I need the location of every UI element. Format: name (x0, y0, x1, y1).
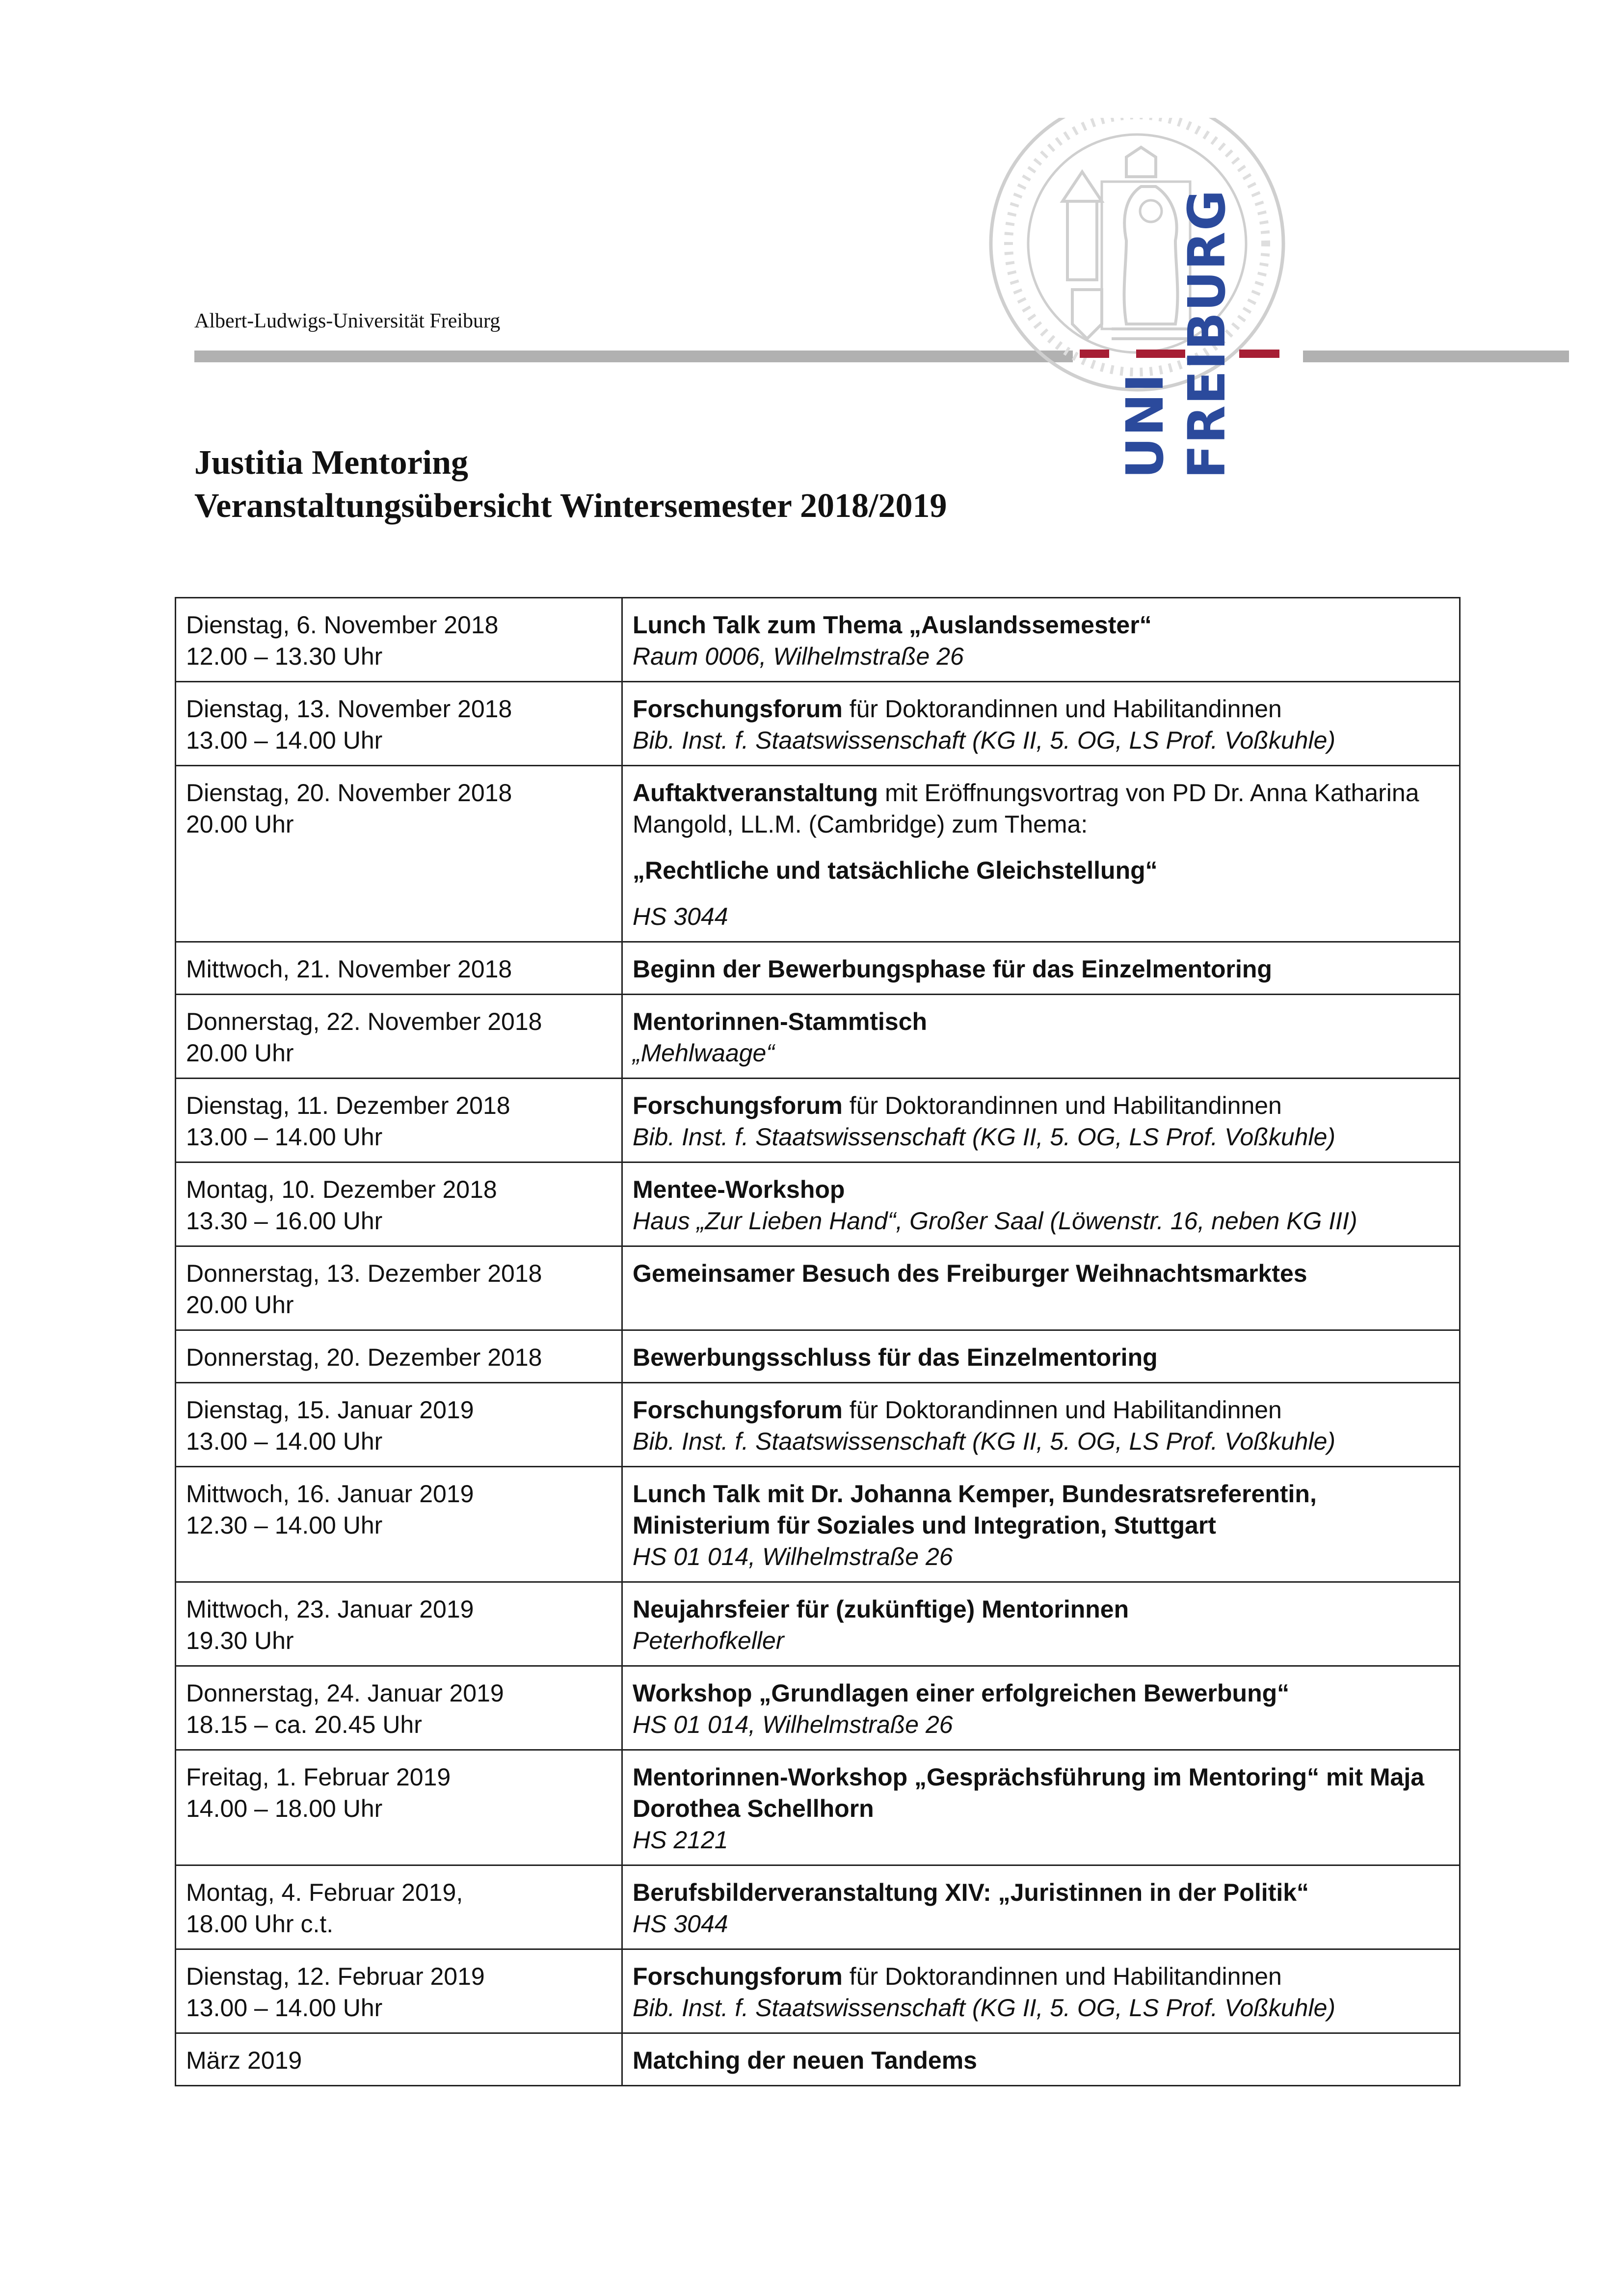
event-time: 20.00 Uhr (186, 1291, 294, 1319)
document-title: Justitia Mentoring (194, 444, 469, 482)
event-time: 18.15 – ca. 20.45 Uhr (186, 1711, 422, 1738)
table-row (176, 1467, 1460, 1582)
event-time: 13.00 – 14.00 Uhr (186, 1994, 383, 2022)
event-cell (622, 1666, 1460, 1750)
table-row (176, 2033, 1460, 2086)
event-cell (622, 2033, 1460, 2086)
table-row (176, 942, 1460, 995)
event-location: Peterhofkeller (633, 1627, 784, 1654)
event-date: Dienstag, 11. Dezember 2018 (186, 1092, 510, 1119)
event-cell (622, 766, 1460, 942)
event-cell (622, 1079, 1460, 1162)
table-row (176, 1582, 1460, 1666)
event-title: Lunch Talk zum Thema „Auslandssemester“ (633, 611, 1152, 639)
event-location: „Mehlwaage“ (633, 1039, 775, 1067)
event-title: Forschungsforum (633, 1396, 843, 1424)
table-row (176, 682, 1460, 766)
event-date: Donnerstag, 20. Dezember 2018 (186, 1344, 542, 1371)
logo-line-freiburg: FREIBURG (1177, 181, 1237, 479)
event-cell (622, 1467, 1460, 1582)
date-cell (176, 1467, 622, 1582)
event-date: Dienstag, 15. Januar 2019 (186, 1396, 474, 1424)
event-date: Dienstag, 12. Februar 2019 (186, 1963, 485, 1990)
event-time: 13.00 – 14.00 Uhr (186, 1428, 383, 1455)
event-title: Mentee-Workshop (633, 1176, 845, 1203)
event-title: Bewerbungsschluss für das Einzelmentoring (633, 1344, 1158, 1371)
event-date: Donnerstag, 13. Dezember 2018 (186, 1260, 542, 1287)
event-title: Berufsbilderveranstaltung XIV: „Juristinnen in der Politik“ (633, 1879, 1309, 1906)
event-date: Dienstag, 20. November 2018 (186, 779, 512, 807)
table-row (176, 1865, 1460, 1949)
table-row (176, 1750, 1460, 1865)
event-description: für Doktorandinnen und Habilitandinnen (842, 695, 1282, 723)
event-cell (622, 995, 1460, 1079)
date-cell (176, 766, 622, 942)
event-time: 13.30 – 16.00 Uhr (186, 1207, 383, 1235)
table-row (176, 1246, 1460, 1330)
event-title: Auftaktveranstaltung (633, 779, 878, 807)
event-cell (622, 1865, 1460, 1949)
event-location: HS 2121 (633, 1826, 728, 1854)
event-date: Mittwoch, 23. Januar 2019 (186, 1595, 474, 1623)
date-cell (176, 1383, 622, 1467)
event-title: Workshop „Grundlagen einer erfolgreichen Bewerbung“ (633, 1679, 1290, 1707)
event-description: für Doktorandinnen und Habilitandinnen (842, 1396, 1282, 1424)
events-table (175, 597, 1461, 2086)
date-cell (176, 942, 622, 995)
event-date: Montag, 10. Dezember 2018 (186, 1176, 497, 1203)
event-cell (622, 1330, 1460, 1383)
event-location: HS 3044 (633, 1910, 728, 1938)
event-subtitle: „Rechtliche und tatsächliche Gleichstellung“ (633, 857, 1158, 884)
event-location: Haus „Zur Lieben Hand“, Großer Saal (Löwenstr. 16, neben KG III) (633, 1207, 1357, 1235)
date-cell (176, 1246, 622, 1330)
event-location: HS 3044 (633, 903, 728, 930)
event-title: Mentorinnen-Stammtisch (633, 1008, 928, 1035)
date-cell (176, 1949, 622, 2033)
event-description: für Doktorandinnen und Habilitandinnen (842, 1963, 1282, 1990)
date-cell (176, 1582, 622, 1666)
event-cell (622, 1750, 1460, 1865)
event-location: HS 01 014, Wilhelmstraße 26 (633, 1543, 953, 1570)
event-date: Montag, 4. Februar 2019, (186, 1879, 463, 1906)
date-cell (176, 1079, 622, 1162)
event-time: 20.00 Uhr (186, 810, 294, 838)
event-title: Forschungsforum (633, 1963, 843, 1990)
event-time: 18.00 Uhr c.t. (186, 1910, 334, 1938)
table-row (176, 995, 1460, 1079)
university-seal-icon (991, 118, 1283, 390)
header-rule-left (194, 351, 1073, 362)
date-cell (176, 995, 622, 1079)
date-cell (176, 1865, 622, 1949)
date-cell (176, 1750, 622, 1865)
event-description: mit Eröffnungsvortrag von PD Dr. Anna Katharina Mangold, LL.M. (Cambridge) zum Thema: (633, 779, 1419, 838)
logo-line-uni: UNI (1115, 372, 1175, 479)
event-date: Dienstag, 13. November 2018 (186, 695, 512, 723)
event-cell (622, 1383, 1460, 1467)
university-logo (979, 118, 1303, 491)
event-cell (622, 1246, 1460, 1330)
event-cell (622, 942, 1460, 995)
date-cell (176, 1162, 622, 1246)
event-time: 12.30 – 14.00 Uhr (186, 1512, 383, 1539)
university-name: Albert-Ludwigs-Universität Freiburg (194, 310, 501, 332)
table-row (176, 1162, 1460, 1246)
event-location: Bib. Inst. f. Staatswissenschaft (KG II, 5. OG, LS Prof. Voßkuhle) (633, 1428, 1336, 1455)
event-cell (622, 1582, 1460, 1666)
event-time: 20.00 Uhr (186, 1039, 294, 1067)
event-date: Dienstag, 6. November 2018 (186, 611, 499, 639)
event-location: Raum 0006, Wilhelmstraße 26 (633, 643, 964, 670)
event-title: Neujahrsfeier für (zukünftige) Mentorinnen (633, 1595, 1129, 1623)
event-title: Lunch Talk mit Dr. Johanna Kemper, Bundesratsreferentin, Ministerium für Soziales und Integration, Stuttgart (633, 1480, 1317, 1539)
date-cell (176, 1330, 622, 1383)
table-row (176, 1949, 1460, 2033)
header-rule-right (1303, 351, 1569, 362)
event-time: 14.00 – 18.00 Uhr (186, 1795, 383, 1822)
event-location: Bib. Inst. f. Staatswissenschaft (KG II, 5. OG, LS Prof. Voßkuhle) (633, 1994, 1336, 2022)
event-cell (622, 598, 1460, 682)
event-title: Beginn der Bewerbungsphase für das Einzelmentoring (633, 955, 1272, 983)
table-row (176, 1383, 1460, 1467)
event-date: Mittwoch, 16. Januar 2019 (186, 1480, 474, 1508)
document-subtitle: Veranstaltungsübersicht Wintersemester 2018/2019 (194, 487, 947, 525)
event-date: Freitag, 1. Februar 2019 (186, 1763, 451, 1791)
table-row (176, 766, 1460, 942)
table-row (176, 1666, 1460, 1750)
table-row (176, 598, 1460, 682)
event-description: für Doktorandinnen und Habilitandinnen (842, 1092, 1282, 1119)
event-date: Donnerstag, 22. November 2018 (186, 1008, 542, 1035)
event-cell (622, 1162, 1460, 1246)
date-cell (176, 598, 622, 682)
event-cell (622, 682, 1460, 766)
date-cell (176, 2033, 622, 2086)
uni-freiburg-wordmark (1080, 181, 1279, 479)
event-title: Forschungsforum (633, 695, 843, 723)
event-location: Bib. Inst. f. Staatswissenschaft (KG II, 5. OG, LS Prof. Voßkuhle) (633, 727, 1336, 754)
event-date: März 2019 (186, 2047, 302, 2074)
event-title: Forschungsforum (633, 1092, 843, 1119)
event-date: Donnerstag, 24. Januar 2019 (186, 1679, 504, 1707)
event-title: Mentorinnen-Workshop „Gesprächsführung im Mentoring“ mit Maja Dorothea Schellhorn (633, 1763, 1425, 1822)
event-date: Mittwoch, 21. November 2018 (186, 955, 512, 983)
event-location: Bib. Inst. f. Staatswissenschaft (KG II, 5. OG, LS Prof. Voßkuhle) (633, 1123, 1336, 1151)
table-row (176, 1330, 1460, 1383)
date-cell (176, 682, 622, 766)
date-cell (176, 1666, 622, 1750)
event-time: 13.00 – 14.00 Uhr (186, 727, 383, 754)
table-row (176, 1079, 1460, 1162)
event-cell (622, 1949, 1460, 2033)
event-time: 12.00 – 13.30 Uhr (186, 643, 383, 670)
event-title: Gemeinsamer Besuch des Freiburger Weihnachtsmarktes (633, 1260, 1307, 1287)
event-location: HS 01 014, Wilhelmstraße 26 (633, 1711, 953, 1738)
event-time: 13.00 – 14.00 Uhr (186, 1123, 383, 1151)
event-title: Matching der neuen Tandems (633, 2047, 977, 2074)
event-time: 19.30 Uhr (186, 1627, 294, 1654)
